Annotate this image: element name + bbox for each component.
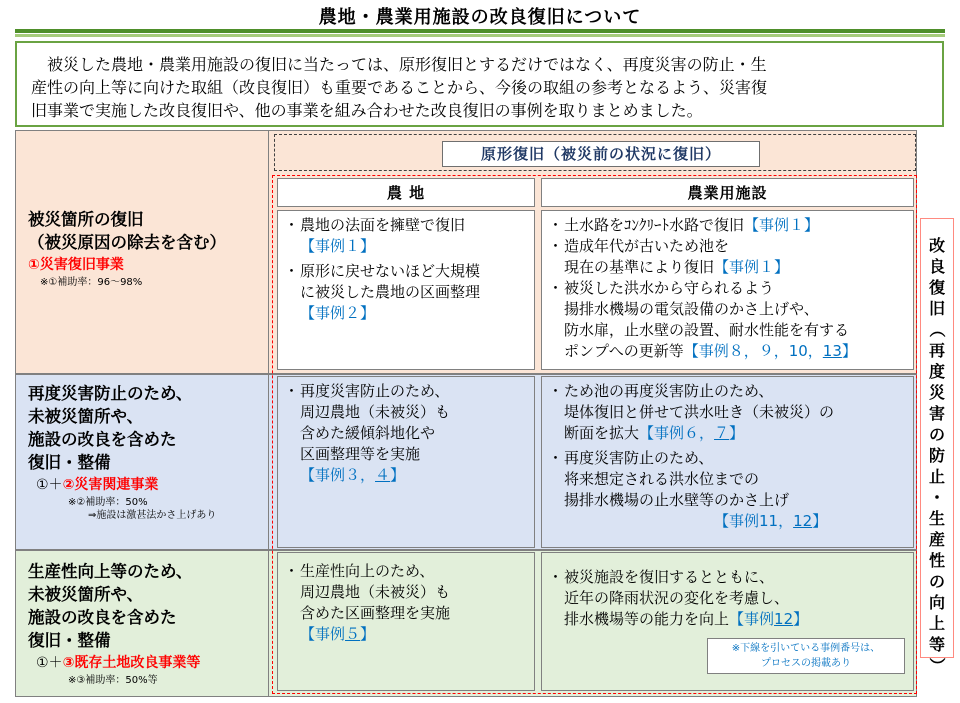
row2-program-prefix: ①＋: [36, 477, 63, 493]
intro-line-1: 被災した農地・農業用施設の復旧に当たっては、原形復旧とするだけではなく、再度災害の防止・生: [31, 55, 767, 74]
column-divider: [268, 130, 269, 697]
side-char: 上: [928, 614, 945, 633]
row3-program-name: ③既存土地改良事業等: [62, 655, 201, 671]
row2-shisetsu-item-1-ref-end: 】: [729, 424, 745, 442]
row3-heading-4: 復旧・整備: [28, 631, 111, 650]
row2-shisetsu-item-2-text-1: ・ 再度災害防止のため、: [564, 449, 714, 467]
row1-shisetsu-item-1-text: 土水路をｺﾝｸﾘｰﾄ水路で復旧: [564, 216, 745, 234]
row1-nouchi-item-1-ref: 【事例１】: [300, 237, 376, 255]
row1-shisetsu-item-3-text-1: ・ 被災した洪水から守られるよう: [564, 279, 775, 297]
row1-shisetsu-item-1-ref: 【事例１】: [744, 216, 820, 234]
kairyo-dashed-frame: [272, 175, 917, 694]
row3-nouchi-text-3: 含めた区画整理を実施: [300, 604, 451, 622]
row1-program-name: ①災害復旧事業: [28, 257, 124, 273]
row3-nouchi-text-2: 周辺農地（未被災）も: [300, 583, 451, 601]
side-char: 害: [928, 404, 945, 423]
row1-label: [28, 208, 268, 289]
row2-heading-3: 施設の改良を含めた: [28, 430, 177, 449]
row3-program-prefix: ①＋: [36, 655, 63, 671]
row2-nouchi-text-2: 周辺農地（未被災）も: [300, 403, 451, 421]
row3-shisetsu-ref: 【事例: [729, 610, 775, 628]
side-char: ・: [928, 488, 945, 507]
row3-nouchi-ref-end: 】: [360, 625, 376, 643]
row3-nouchi-text-1: ・ 生産性向上のため、: [300, 562, 435, 580]
row2-shisetsu-item-2-ref-link[interactable]: 12: [793, 512, 813, 530]
row3-label: [28, 560, 268, 687]
row3-heading-2: 未被災箇所や、: [28, 585, 144, 604]
side-char: ）: [927, 657, 947, 674]
footnote-line-1: ※下線を引いている事例番号は、: [731, 643, 881, 654]
row1-subsidy-note: ※①補助率：96～98%: [40, 277, 143, 288]
row2-shisetsu-item-1-text-1: ・ ため池の再度災害防止のため、: [564, 382, 774, 400]
row2-nouchi-text-4: 区画整理等を実施: [300, 445, 421, 463]
intro-line-2: 産性の向上等に向けた取組（改良復旧）も重要であることから、今後の取組の参考となるよう、災害復: [31, 78, 768, 97]
row2-nouchi-text-1: ・ 再度災害防止のため、: [300, 382, 450, 400]
row2-shisetsu-item-2-ref: 【事例11，: [714, 512, 794, 530]
row2-subsidy-note: ※②補助率：50%: [68, 497, 148, 508]
row1-shisetsu-item-2-ref: 【事例１】: [714, 258, 790, 276]
row2-shisetsu-item-1-text-3: 断面を拡大: [564, 424, 640, 442]
page-title: 農地・農業用施設の改良復旧について: [318, 7, 642, 28]
row1-nouchi-item-1-text: ・ 農地の法面を擁壁で復旧: [300, 216, 466, 234]
side-char: 防: [928, 446, 945, 465]
row3-shisetsu-ref-link[interactable]: 12: [774, 610, 794, 628]
side-char: 産: [928, 530, 945, 549]
row2-heading-1: 再度災害防止のため、: [28, 384, 193, 403]
header-shisetsu: 農業用施設: [541, 178, 914, 207]
row1-nouchi-item-2-text-1: ・ 原形に戻せないほど大規模: [300, 262, 481, 280]
intro-box: [15, 41, 944, 127]
side-char: の: [928, 425, 945, 444]
title-underline: [15, 29, 945, 33]
row3-heading-1: 生産性向上等のため、: [28, 562, 193, 581]
row1-nouchi-item-2-ref: 【事例２】: [300, 304, 376, 322]
row2-shisetsu-item-2-text-3: 揚排水機場の止水壁等のかさ上げ: [564, 491, 790, 509]
row2-shisetsu-item-1-ref-link[interactable]: ７: [714, 424, 730, 442]
genkei-label: 原形復旧（被災前の状況に復旧）: [442, 141, 760, 167]
row2-shisetsu-item-2-ref-end: 】: [812, 512, 828, 530]
row3-shisetsu-text-2: 近年の降雨状況の変化を考慮し、: [564, 589, 790, 607]
row2-label: [28, 382, 268, 522]
row2-shisetsu-item-2-text-2: 将来想定される洪水位までの: [564, 470, 760, 488]
header-nouchi: 農 地: [277, 178, 535, 207]
row2-gekijin-note: ⇒施設は激甚法かさ上げあり: [88, 510, 217, 521]
side-char: 旧: [928, 299, 945, 318]
side-char: 良: [928, 257, 945, 276]
row1-heading-2: （被災原因の除去を含む）: [28, 233, 226, 252]
footnote-line-2: プロセスの掲載あり: [761, 658, 851, 669]
row3-shisetsu-ref-end: 】: [793, 610, 809, 628]
row1-shisetsu-item-3-ref: 【事例８，９，10，: [683, 342, 823, 360]
row2-program: [28, 474, 268, 496]
row2-heading-2: 未被災箇所や、: [28, 407, 144, 426]
side-char: 災: [928, 383, 945, 402]
title-underline-light: [15, 34, 945, 37]
side-char: 再: [928, 341, 945, 360]
row1-shisetsu-item-2-text-2: 現在の基準により復旧: [564, 258, 715, 276]
row2-nouchi-ref-link[interactable]: ４: [375, 466, 391, 484]
row1-shisetsu-item-3-text-2: 揚排水機場の電気設備のかさ上げや、: [564, 300, 819, 318]
row2-shisetsu-item-1-text-2: 堤体復旧と併せて洪水吐き（未被災）の: [564, 403, 835, 421]
side-char: 性: [928, 551, 945, 570]
intro-line-3: 旧事業で実施した改良復旧や、他の事業を組み合わせた改良復旧の事例を取りまとめました。: [31, 101, 703, 120]
side-char: 復: [928, 278, 945, 297]
row3-program: [28, 652, 268, 674]
row2-nouchi-ref-end: 】: [390, 466, 406, 484]
row2-shisetsu-item-1-ref: 【事例６，: [639, 424, 715, 442]
row1-shisetsu-item-3-ref-link[interactable]: 13: [822, 342, 842, 360]
row1-nouchi-item-2-text-2: に被災した農地の区画整理: [300, 283, 481, 301]
row3-shisetsu-text-3: 排水機場等の能力を向上: [564, 610, 730, 628]
row1-heading-1: 被災箇所の復旧: [28, 210, 144, 229]
side-char: 等: [928, 635, 945, 654]
row1-shisetsu-item-3-text-4: ポンプへの更新等: [564, 342, 684, 360]
row1-shisetsu-item-3-text-3: 防水扉，止水壁の設置、耐水性能を有する: [564, 321, 850, 339]
row1-shisetsu-item-2-text-1: ・ 造成年代が古いため池を: [564, 237, 730, 255]
side-char: 止: [928, 467, 945, 486]
row3-nouchi-ref-link[interactable]: ５: [345, 625, 361, 643]
row2-program-name: ②災害関連事業: [62, 477, 159, 493]
side-char: の: [928, 572, 945, 591]
side-char: 度: [928, 362, 945, 381]
row2-heading-4: 復旧・整備: [28, 453, 111, 472]
row3-heading-3: 施設の改良を含めた: [28, 608, 177, 627]
row1-shisetsu-item-3-ref-end: 】: [841, 342, 857, 360]
row3-subsidy-note: ※③補助率：50%等: [68, 675, 158, 686]
row2-nouchi-ref: 【事例３，: [300, 466, 376, 484]
side-char: （: [927, 321, 947, 338]
side-char: 向: [928, 593, 945, 612]
side-char: 改: [928, 236, 945, 255]
row3-shisetsu-text-1: ・ 被災施設を復旧するとともに、: [564, 568, 775, 586]
kairyo-side-label: [920, 218, 954, 674]
side-char: 生: [928, 509, 945, 528]
row2-nouchi-text-3: 含めた緩傾斜地化や: [300, 424, 436, 442]
row3-nouchi-ref: 【事例: [300, 625, 346, 643]
